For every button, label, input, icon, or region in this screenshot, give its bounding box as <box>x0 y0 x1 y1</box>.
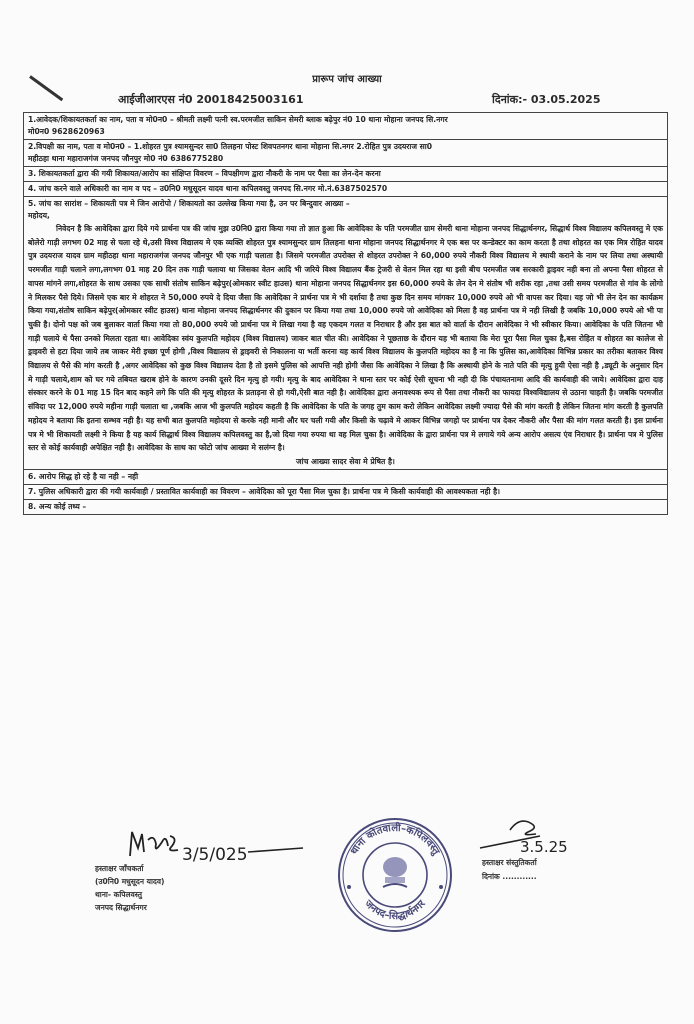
row-line: 8. अन्य कोई तथ्य – <box>28 501 87 511</box>
section-heading: 5. जांच का सारांश – शिकायती पत्र मे जिन आरोपो / शिकायतो का उल्लेख किया गया है, उन पर बिन्दुवार आख्या – <box>28 199 350 208</box>
row-line: 1.आवेदक/शिकायतकर्ता का नाम, पता व मो0न0 – श्रीमती लक्ष्मी पत्नी स्व.परमजीत साकिन सेमरी ब्लाक बढ़ेपुर नं0 10 थाना मोहाना जनपद सि.नगर <box>28 115 448 124</box>
form-row-police-action <box>24 484 668 499</box>
investigator-district: जनपद सिद्धार्थनगर <box>95 903 147 912</box>
form-row-opposite-party <box>24 140 668 167</box>
form-row-other-facts <box>24 499 668 514</box>
igrs-reference-number: आईजीआरएस नं0 20018425003161 <box>118 93 304 106</box>
verifier-signature-date: 3.5.25 <box>520 838 568 856</box>
seal-bottom-text: जनपद–सिद्धार्थनगर <box>362 898 428 923</box>
row-line: 2.विपक्षी का नाम, पता व मो0न0 – 1.शोहरत पुत्र श्यामसुन्दर सा0 तिलहना पोस्ट शिवपतनगर थाना मोहाना सि.नगर 2.रोहित पुत्र उदयराज सा0 <box>28 142 433 151</box>
svg-text:जनपद–सिद्धार्थनगर <box>361 898 428 923</box>
document-title: प्रारूप जांच आख्या <box>312 74 382 85</box>
closing-line: जांच आख्या सादर सेवा मे प्रेषित है। <box>296 456 395 466</box>
verifier-signature-block <box>482 856 537 884</box>
form-row-allegations-proven <box>24 469 668 484</box>
row-line: महीठहा थाना महाराजगंज जनपद जौनपुर मो0 नं0 6386775280 <box>28 154 224 163</box>
svg-text:थाना कोतवाली–कपिलवस्तु <box>349 821 442 858</box>
investigator-signature <box>118 826 308 866</box>
investigator-name: (उ0नि0 मधुसूदन यादव) <box>95 877 165 886</box>
row-line: 4. जांच करने वाले अधिकारी का नाम व पद – उ0नि0 मधुसूदन यादव थाना कपिलवस्तु जनपद सि.नगर मो.नं.6387502570 <box>28 184 388 193</box>
row-line: 3. शिकायतकर्ता द्वारा की गयी शिकायत/आरोप का संक्षिप्त विवरण – विपक्षीगण द्वारा नौकरी के नाम पर पैसा का लेन-देन करना <box>28 169 381 178</box>
salutation: महोदय, <box>28 211 50 220</box>
row-line: मो0न0 9628620963 <box>28 127 105 136</box>
verifier-date-field: दिनांक ............ <box>482 872 537 881</box>
seal-top-text: थाना कोतवाली–कपिलवस्तु <box>348 822 442 857</box>
form-row-complainant <box>24 113 668 140</box>
row-line: 6. आरोप सिद्ध हो रहे है या नही – नही <box>28 471 139 481</box>
emblem-icon <box>383 857 407 887</box>
investigator-signature-block <box>95 862 165 914</box>
form-row-complaint-summary <box>24 167 668 182</box>
verifier-signature <box>470 808 600 858</box>
inquiry-form-table <box>23 112 668 515</box>
document-date: दिनांक:- 03.05.2025 <box>492 93 601 106</box>
form-row-investigating-officer <box>24 182 668 197</box>
investigator-label: हस्ताक्षर जाँचकर्ता <box>95 864 144 873</box>
police-station-seal <box>335 815 455 935</box>
investigation-body: निवेदन है कि आवेदिका द्वारा दिये गये प्रार्थना पत्र की जांच मुझ उ0नि0 द्वारा किया गया तो ज्ञात हुआ कि आवेदिका के पति परमजीत ग्राम सेमरी थाना मोहाना जनपद सिद्धार्थनगर, सिद्धार्थ विश्व विद्यालय कपिलवस्तु मे एक बोलेरो गाड़ी लगभग 02 माह से चला रहे थे,उसी विश्व विद्यालय मे एक व्यक्ति शोहरत पुत्र श्यामसुन्दर ग्राम तिलहना थाना मोहाना जनपद सिद्धार्थनगर मे एक बस पर कन्डेक्टर का काम करता है तथा शोहरत का एक मित्र रोहित यादव पुत्र उदयराज यादव ग्राम महीठहा थाना महाराजगंज जनपद जौनपुर भी एक गाड़ी चलाता है। जिसमे परमजीत उपरोक्त से शोहरत उपरोक्त ने 60,000 रुपये नौकरी विश्व विद्यालय मे स्थायी कराने के नाम पर लिया तथा अस्थायी परमजीत गाड़ी चलाने लगा,लगभग 01 माह 20 दिन तक गाड़ी चलाया था जिसका वेतन आदि भी जरिये विश्व विद्यालय बैंक ट्रेजरी से वेतन मिल रहा था इसी बीच परमजीत जब सरकारी ड्राइवर नही बना तो अपना पैसा शोहरत से वापस मांगने लगा,शोहरत के साथ उसका एक साथी संतोष साकिन बढ़ेपुर(ओमकार स्वीट हाउस) थाना मोहाना जनपद सिद्धार्थनगर इस 60,000 रुपये के लेन देन मे संतोष भी शरीक रहा ,तथा उसी समय परमजीत से गांव के लोगो ने मिलकर पैसे दिये। जिसमे एक बार मे शोहरत ने 50,000 रुपये दे दिया जैसा कि आवेदिका ने प्रार्थना पत्र मे भी दर्शाया है तथा कुछ दिन समय मांगकर 10,000 रुपये ओ भी वापस कर दिया। यह जो भी लेन देन का कार्यक्रम किया गया,संतोष साकिन बढ़ेपुर(ओमकार स्वीट हाउस) थाना मोहाना जनपद सिद्धार्थनगर की दुकान पर किया गया तथा 10,000 रुपये जो आवेदिका को मिला है वह प्रार्थना पत्र मे नही लिखी है जबकि 10,000 रुपये ओ भी पा चुकी है। दोनो पक्ष को जब बुलाकर वार्ता किया गया तो 80,000 रुपये जो प्रार्थना पत्र मे लिखा गया है वह एकदम गलत व निराधार है और इस बात को वार्ता के दौरान आवेदिका ने भी स्वीकार किया। आवेदिका के पति जितना भी गाड़ी चलाये थे पैसा उनको मिलता रहता था। आवेदिका स्वंय कुलपति महोदय (विश्व विद्यालय) जाकर बात चीत की। आवेदिका ने पूछताछ के दौरान यह भी बताया कि मेरा पूरा पैसा मिल चुका है,बस रोहित व शोहरत का कालेज से ड्राइवरी से हटा दिया जाये तब जाकर मेरी इच्छा पूर्ण होगी ,विश्व विद्यालय से ड्राइवरी से निकालना या भर्ती करना यह कार्य विश्व विद्यालय के कुलपति महोदय का है ना कि पुलिस का,आवेदिका विभिन्न प्रकार का तरीका बताकर विश्व विद्यालय से पैसे की मांग करती है ,अगर आवेदिका को कुछ विश्व विद्यालय देता है तो इसमे पुलिस को आपत्ति नही होगी जैसा कि आवेदिका ने लिखा है कि अस्थायी होने के नाते पति की मृत्यु हुयी ऐसा नही है ,ड्यूटी के अनुसार दिन मे गाड़ी चलाये,शाम को घर गये तबियत खराब होने के कारण उनकी दूसरे दिन मृत्यु हो गयी। मृत्यु के बाद आवेदिका ने थाना स्तर पर कोई ऐसी सूचना भी नही दी कि पंचायतनामा आदि की कार्यवाही की जाये। आवेदिका द्वारा दाह संस्कार करने के 01 माह 15 दिन बाद कहने लगे कि पति की मृत्यु शोहरत के प्रताड़ना से हो गयी,ऐसी बात नही है। आवेदिका द्वारा अनावश्यक रूप से पैसा तथा नौकरी का फायदा विश्वविद्यालय से उठाना चाहती है। जबकि परमजीत संविदा पर 12,000 रुपये महीना गाड़ी चलाता था ,जबकि आज भी कुलपति महोदय कहती है कि आवेदिका के पति के जगह तुम काम करो लेकिन आवेदिका लक्ष्मी ज्यादा पैसे की मांग करती है लेकिन जितना मांग करती है कुलपति महोदय ने बताया कि इतना सम्भव नही है। यह सभी बात कुलपति महोदया से करके नही मानी और घर चली गयी और किसी के चढ़ावे मे आकर विभिन्न जगहो पर प्रार्थना पत्र देकर नौकरी और पैसा की मांग गलत करती है। इस प्रार्थना पत्र मे भी शिकायती लक्ष्मी ने किया है यह कार्य सिद्धार्थ विश्व विद्यालय कपिलवस्तु का है,जो दिया गया रुपया था वह मिल चुका है। आवेदिका के द्वारा प्रार्थना पत्र मे लगाये गये अन्य आरोप असत्य एंव निराधार है। प्रार्थना पत्र मे पुलिस स्तर से कोई कार्यवाही अपेक्षित नही है। आवेदिका के साथ का फोटो जांच आख्या मे सलंग्न है। <box>28 224 663 453</box>
verifier-label: हस्ताक्षर संस्तुतिकर्ता <box>482 858 537 867</box>
investigator-signature-date: 3/5/025 <box>182 845 248 865</box>
investigator-station: थाना- कपिलवस्तु <box>95 890 142 899</box>
form-row-investigation-summary <box>24 197 668 470</box>
row-line: 7. पुलिस अधिकारी द्वारा की गयी कार्यवाही / प्रस्तावित कार्यवाही का विवरण – आवेदिका को पूरा पैसा मिल चुका है। प्रार्थना पत्र मे किसी कार्यवाही की आवश्यकता नही है। <box>28 486 501 496</box>
